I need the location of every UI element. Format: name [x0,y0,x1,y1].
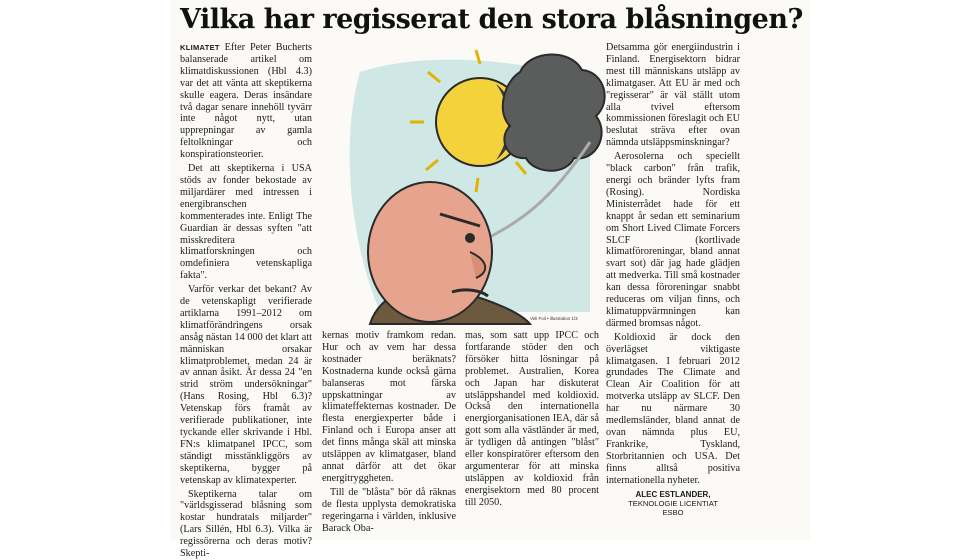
paragraph-text: Efter Peter Bucherts balanserade artikel om klimatdiskussionen (Hbl 4.3) var det att vänta att skeptikerna skulle eagera. Deras insändare två dagar senare innehöll tyvärr inte något nytt, utan upprepningar av gamla feltolkningar och konspirationsteorier. [180,42,312,161]
paragraph: Koldioxid är dock den överlägset viktigaste klimatgasen. I februari 2012 grundades The Climate and Clean Air Coalition för att motverka utsläpp av SLCF. Den har nu närmare 30 medlemsländer, bland annat de ovan nämnda plus EU, Frankrike, Tyskland, Storbritannien och USA. Det finns alltså positiva internationella nyheter. [606,331,740,486]
illustration [320,42,600,324]
paragraph: Varför verkar det bekant? Av de vetenskapligt verifierade artiklarna 1991–2012 om klimatförändringens orsak ansåg nästan 14 000 det klart att människan orsakar klimatproblemet, medan 24 är av annan åsikt. Är dessa 24 "en strid ström undersökningar" (Hans Rosing, Hbl 6.3)? Vetenskap förs framåt av verifierade publikationer, inte tyckande eller skrivande i Hbl. FN:s klimatpanel IPCC, som ständigt misstänkliggörs av skeptikerna, bygger på vetenskap av klimatexperter. [180,284,312,486]
author-place: ESBO [662,507,684,517]
section-tag: KLIMATET [180,43,220,52]
paragraph: Detsamma gör energiindustrin i Finland. Energisektorn bidrar mest till människans utsläpp av klimatgaser. Att EU är med och "regisserar" är väl ställt utom alla tvivel eftersom kommissionen föreslagit och EU beslutat sträva efter ovan nämnda utsläppsminskningar? [606,42,740,149]
headline: Vilka har regisserat den stora blåsningen? [180,4,803,35]
text-column-1 [180,42,312,560]
text-column-4 [606,42,740,540]
author-name: ALEC ESTLANDER, [635,489,711,499]
paragraph: Aerosolerna och speciellt "black carbon" från trafik, energi och bränder lyfts fram (Rosing). Nordiska Ministerrådet hade för ett knappt år sedan ett seminarium om Short Lived Climate Forcers SLCF (kortlivade klimatföroreningar, bland annat svart sot) där jag hade glädjen att medverka. Till små kostnader kan dessa föroreningar snabbt reduceras om viljan finns, och klimatuppvärmningen kan därmed bromsas något. [606,151,740,329]
illustration-credit: Veli Foil • illustration 1/3 [530,316,578,321]
paragraph: kernas motiv framkom redan. Hur och av vem har dessa kostnader beräknats? Kostnaderna kunde också gärna balanseras mot färska uppskattningar av klimateffekternas kostnader. De flesta energiexperter både i Finland och i Europa anser att det finns många skäl att minska utsläppen av klimatgaser, bland annat därför att det ökar energitryggheten. [322,330,456,484]
paragraph: mas, som satt upp IPCC och fortfarande stöder den och försöker hitta lösningar på problemet. Australien, Korea och Japan har diskuterat utsläppshandel med koldioxid. Också den internationella energiorganisationen IEA, där så gott som alla västländer är med, är tydligen då antingen "blåst" eller konspiratörer eftersom den argumenterar för att minska utsläppen av koldioxid från energisektorn med 80 procent till 2050. [465,330,599,508]
author-title: TEKNOLOGIE LICENTIAT [628,498,718,508]
text-column-2 [322,330,456,540]
paragraph: Det att skeptikerna i USA stöds av fonder bekostade av miljardärer med intressen i energibranschen kommenterades inte. Enligt The Guardian är dessas syften "att misskreditera klimatforskningen och omdefiniera vetenskapliga fakta". [180,163,312,282]
paragraph: Skeptikerna talar om "världsgisserad blåsning som kostar hundratals miljarder" (Lars Sillén, Hbl 6.3). Vilka är regissörerna och deras motiv? Skepti- [180,488,312,560]
paragraph: Till de "blåsta" bör då räknas de flesta upplysta demokratiska regeringarna i världen, inklusive Barack Oba- [322,486,456,534]
author-signature [606,490,740,517]
newspaper-page [170,0,810,560]
text-column-3 [465,330,599,540]
illustration-drawing [320,42,600,324]
paragraph [180,42,312,161]
